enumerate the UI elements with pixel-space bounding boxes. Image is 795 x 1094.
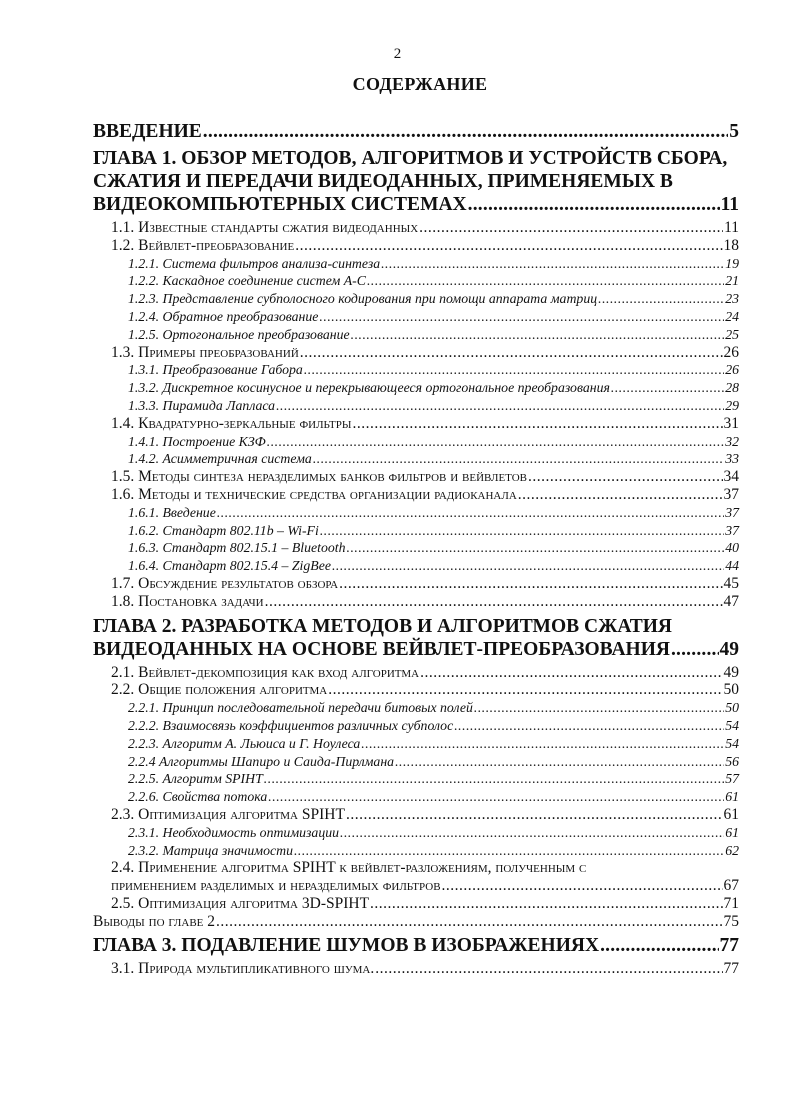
dot-leader bbox=[339, 575, 722, 593]
toc-entry-line bbox=[128, 788, 739, 806]
toc-section bbox=[93, 486, 739, 504]
toc-chapter bbox=[93, 120, 739, 143]
toc-entry-title: 2.2.2. Взаимосвязь коэффициентов различных субполос bbox=[128, 717, 454, 733]
toc-entry-line bbox=[128, 557, 739, 575]
toc-page-number: 18 bbox=[723, 236, 739, 254]
toc-subsection bbox=[93, 522, 739, 540]
toc-entry-title: 2.3. Оптимизация алгоритма SPIHT bbox=[111, 805, 345, 823]
toc-page-number: 71 bbox=[723, 894, 739, 912]
toc-entry-title: 2.2. Общие положения алгоритма bbox=[111, 681, 328, 699]
toc-subsection bbox=[93, 450, 739, 468]
toc-entry-line bbox=[128, 326, 739, 344]
toc-entry-title: 2.2.5. Алгоритм SPIHT bbox=[128, 771, 263, 787]
dot-leader bbox=[381, 255, 724, 273]
toc-entry-line bbox=[111, 859, 739, 877]
toc-section bbox=[93, 575, 739, 593]
toc-subsection bbox=[93, 770, 739, 788]
toc-subsection bbox=[93, 699, 739, 717]
dot-leader bbox=[442, 877, 723, 895]
toc-section bbox=[93, 468, 739, 486]
toc-entry-title: 1.3.3. Пирамида Лапласа bbox=[128, 397, 276, 413]
toc-entry-title: 2.2.3. Алгоритм А. Льюиса и Г. Ноулеса bbox=[128, 735, 361, 751]
toc-page-number: 11 bbox=[724, 219, 739, 236]
toc-entry-title: 2.1. Вейвлет-декомпозиция как вход алгоритма bbox=[111, 663, 420, 681]
toc-entry-line bbox=[128, 699, 739, 717]
toc-section bbox=[93, 895, 739, 913]
toc-entry-line bbox=[111, 960, 739, 978]
toc-entry-line bbox=[128, 433, 739, 451]
toc-subsection bbox=[93, 788, 739, 806]
dot-leader bbox=[217, 504, 724, 522]
dot-leader bbox=[375, 960, 722, 978]
toc-entry-title: 1.4. Квадратурно-зеркальные фильтры bbox=[111, 414, 352, 432]
toc-entry-line bbox=[93, 170, 739, 193]
toc-entry-title: 2.2.1. Принцип последовательной передачи битовых полей bbox=[128, 700, 473, 716]
dot-leader bbox=[265, 593, 723, 611]
toc-subsection bbox=[93, 433, 739, 451]
toc-page-number: 24 bbox=[725, 308, 739, 324]
toc-subsection bbox=[93, 308, 739, 326]
toc-subsection bbox=[93, 735, 739, 753]
toc-subsection bbox=[93, 539, 739, 557]
dot-leader bbox=[319, 308, 724, 326]
toc-entry-line bbox=[128, 397, 739, 415]
toc-entry-line bbox=[93, 638, 739, 661]
toc-entry-line bbox=[93, 147, 739, 170]
toc-page-number: 45 bbox=[723, 574, 739, 592]
toc-entry-line bbox=[111, 681, 739, 699]
dot-leader bbox=[295, 237, 722, 255]
toc-page-number: 11 bbox=[720, 194, 739, 215]
toc-page-number: 21 bbox=[725, 273, 739, 289]
toc-page-number: 25 bbox=[725, 326, 739, 342]
dot-leader bbox=[328, 681, 722, 699]
toc-page-number: 77 bbox=[719, 935, 739, 957]
dot-leader bbox=[332, 557, 724, 575]
toc-entry-line bbox=[128, 379, 739, 397]
toc-entry-title: 1.6.4. Стандарт 802.15.4 – ZigBee bbox=[128, 558, 331, 574]
toc-subsection bbox=[93, 824, 739, 842]
toc-entry-line bbox=[93, 120, 739, 143]
toc-section bbox=[93, 344, 739, 362]
toc-page-number: 31 bbox=[723, 414, 739, 432]
dot-leader bbox=[346, 806, 723, 824]
toc-entry-title: 1.3.1. Преобразование Габора bbox=[128, 362, 303, 378]
table-of-contents bbox=[93, 120, 739, 978]
toc-chapter bbox=[93, 147, 739, 216]
toc-entry-title: 2.3.1. Необходимость оптимизации bbox=[128, 824, 340, 840]
dot-leader bbox=[352, 415, 722, 433]
toc-entry-title: 2.2.6. Свойства потока bbox=[128, 789, 268, 805]
dot-leader bbox=[203, 120, 728, 143]
toc-entry-line bbox=[128, 842, 739, 860]
toc-page-number: 34 bbox=[723, 468, 739, 486]
toc-entry-line bbox=[111, 664, 739, 682]
toc-page-number: 61 bbox=[723, 805, 739, 823]
toc-page-number: 26 bbox=[723, 343, 739, 361]
toc-entry-title: ГЛАВА 3. ПОДАВЛЕНИЕ ШУМОВ В ИЗОБРАЖЕНИЯХ bbox=[93, 935, 600, 957]
toc-page-number: 47 bbox=[723, 592, 739, 610]
dot-leader bbox=[340, 824, 724, 842]
dot-leader bbox=[268, 788, 724, 806]
toc-entry-line bbox=[111, 806, 739, 824]
toc-page-number: 23 bbox=[725, 291, 739, 307]
toc-section bbox=[93, 960, 739, 978]
toc-entry-title: ВВЕДЕНИЕ bbox=[93, 121, 202, 142]
toc-subsection bbox=[93, 361, 739, 379]
toc-section bbox=[93, 859, 739, 895]
toc-page-number: 40 bbox=[725, 540, 739, 556]
toc-entry-title: применением разделимых и неразделимых фильтров bbox=[111, 877, 441, 895]
toc-page-number: 37 bbox=[723, 485, 739, 503]
toc-subsection bbox=[93, 290, 739, 308]
toc-section bbox=[93, 219, 739, 237]
toc-page-number: 5 bbox=[729, 121, 739, 142]
dot-leader bbox=[370, 895, 722, 913]
toc-entry-line bbox=[128, 308, 739, 326]
page-number: 2 bbox=[393, 46, 402, 62]
dot-leader bbox=[320, 522, 724, 540]
toc-entry-line bbox=[128, 272, 739, 290]
dot-leader bbox=[474, 699, 724, 717]
toc-subsection bbox=[93, 717, 739, 735]
toc-entry-line bbox=[111, 486, 739, 504]
toc-entry-line bbox=[128, 770, 739, 788]
toc-entry-title: 1.3.2. Дискретное косинусное и перекрывающееся ортогональное преобразования bbox=[128, 380, 610, 396]
toc-subsection bbox=[93, 326, 739, 344]
toc-entry-line bbox=[128, 522, 739, 540]
toc-entry-line bbox=[111, 593, 739, 611]
toc-entry-line bbox=[111, 344, 739, 362]
toc-page-number: 33 bbox=[725, 451, 739, 467]
toc-section bbox=[93, 664, 739, 682]
dot-leader bbox=[454, 717, 724, 735]
toc-entry-line bbox=[128, 361, 739, 379]
toc-entry-line bbox=[111, 237, 739, 255]
toc-entry-title: 1.6.2. Стандарт 802.11b – Wi-Fi bbox=[128, 522, 319, 538]
page-title: СОДЕРЖАНИЕ bbox=[352, 74, 488, 94]
toc-entry-line bbox=[128, 753, 739, 771]
dot-leader bbox=[367, 272, 724, 290]
toc-entry-title: 1.5. Методы синтеза неразделимых банков фильтров и вейвлетов bbox=[111, 468, 528, 486]
dot-leader bbox=[419, 219, 723, 237]
toc-subsection bbox=[93, 272, 739, 290]
toc-entry-title: 1.6.1. Введение bbox=[128, 504, 216, 520]
toc-entry-title: 2.4. Применение алгоритма SPIHT к вейвлет-разложениям, полученным с bbox=[111, 859, 587, 877]
toc-entry-line bbox=[128, 539, 739, 557]
dot-leader bbox=[313, 450, 724, 468]
toc-page-number: 49 bbox=[719, 638, 739, 660]
toc-entry-line bbox=[93, 615, 739, 638]
toc-page-number: 54 bbox=[725, 717, 739, 733]
toc-page-number: 56 bbox=[725, 753, 739, 769]
toc-entry-line bbox=[128, 504, 739, 522]
toc-subsection bbox=[93, 557, 739, 575]
toc-chapter bbox=[93, 615, 739, 661]
toc-section bbox=[93, 913, 739, 931]
dot-leader bbox=[671, 638, 719, 661]
toc-page-number: 37 bbox=[725, 504, 739, 520]
toc-entry-title: 1.1. Известные стандарты сжатия видеоданных bbox=[111, 219, 419, 236]
toc-entry-line bbox=[128, 824, 739, 842]
toc-entry-title: ГЛАВА 2. РАЗРАБОТКА МЕТОДОВ И АЛГОРИТМОВ СЖАТИЯ bbox=[93, 615, 672, 637]
dot-leader bbox=[518, 486, 723, 504]
dot-leader bbox=[611, 379, 724, 397]
toc-entry-title: 1.4.2. Асимметричная система bbox=[128, 451, 312, 467]
toc-entry-title: 1.2.1. Система фильтров анализа-синтеза bbox=[128, 255, 381, 271]
toc-entry-title: ВИДЕОДАННЫХ НА ОСНОВЕ ВЕЙВЛЕТ-ПРЕОБРАЗОВАНИЯ bbox=[93, 638, 670, 660]
toc-page-number: 44 bbox=[725, 558, 739, 574]
dot-leader bbox=[300, 344, 723, 362]
dot-leader bbox=[264, 770, 724, 788]
toc-entry-title: 1.2.4. Обратное преобразование bbox=[128, 308, 319, 324]
toc-section bbox=[93, 415, 739, 433]
toc-entry-title: 1.2.5. Ортогональное преобразование bbox=[128, 326, 350, 342]
toc-section bbox=[93, 237, 739, 255]
dot-leader bbox=[351, 326, 725, 344]
toc-page-number: 29 bbox=[725, 397, 739, 413]
toc-entry-line bbox=[128, 290, 739, 308]
toc-subsection bbox=[93, 397, 739, 415]
toc-page-number: 67 bbox=[723, 877, 739, 895]
toc-page-number: 49 bbox=[723, 663, 739, 681]
toc-entry-title: 1.6.3. Стандарт 802.15.1 – Bluetooth bbox=[128, 540, 346, 556]
toc-page-number: 26 bbox=[725, 362, 739, 378]
toc-entry-title: 1.2.3. Представление субполосного кодирования при помощи аппарата матриц bbox=[128, 291, 598, 307]
toc-entry-title: Выводы по главе 2 bbox=[93, 912, 216, 930]
toc-entry-title: ВИДЕОКОМПЬЮТЕРНЫХ СИСТЕМАХ bbox=[93, 194, 467, 215]
toc-page-number: 54 bbox=[725, 735, 739, 751]
toc-page-number: 19 bbox=[725, 255, 739, 271]
dot-leader bbox=[600, 934, 718, 957]
toc-entry-title: 2.3.2. Матрица значимости bbox=[128, 842, 293, 858]
toc-entry-line bbox=[128, 255, 739, 273]
toc-entry-line bbox=[128, 717, 739, 735]
toc-subsection bbox=[93, 842, 739, 860]
toc-chapter bbox=[93, 934, 739, 957]
dot-leader bbox=[420, 664, 722, 682]
dot-leader bbox=[395, 753, 724, 771]
toc-entry-line bbox=[111, 415, 739, 433]
dot-leader bbox=[468, 193, 720, 216]
toc-page-number: 50 bbox=[725, 700, 739, 716]
toc-entry-title: 2.5. Оптимизация алгоритма 3D-SPIHT bbox=[111, 894, 370, 912]
toc-entry-title: 2.2.4 Алгоритмы Шапиро и Саида-Пирлмана bbox=[128, 753, 395, 769]
toc-entry-title: 1.3. Примеры преобразований bbox=[111, 343, 299, 361]
dot-leader bbox=[528, 468, 722, 486]
dot-leader bbox=[347, 539, 725, 557]
toc-subsection bbox=[93, 379, 739, 397]
toc-section bbox=[93, 593, 739, 611]
toc-entry-line bbox=[93, 934, 739, 957]
toc-entry-line bbox=[111, 468, 739, 486]
toc-entry-line bbox=[111, 219, 739, 237]
toc-page-number: 37 bbox=[725, 522, 739, 538]
toc-page-number: 77 bbox=[723, 960, 739, 978]
toc-subsection bbox=[93, 255, 739, 273]
toc-page-number: 28 bbox=[725, 380, 739, 396]
toc-page-number: 61 bbox=[725, 789, 739, 805]
dot-leader bbox=[216, 913, 722, 931]
dot-leader bbox=[304, 361, 724, 379]
toc-page-number: 75 bbox=[723, 912, 739, 930]
dot-leader bbox=[598, 290, 724, 308]
toc-entry-title: 1.2. Вейвлет-преобразование bbox=[111, 236, 295, 254]
toc-entry-line bbox=[111, 575, 739, 593]
toc-entry-title: 1.2.2. Каскадное соединение систем А-С bbox=[128, 273, 366, 289]
toc-section bbox=[93, 681, 739, 699]
toc-subsection bbox=[93, 504, 739, 522]
dot-leader bbox=[361, 735, 724, 753]
toc-entry-title: ГЛАВА 1. ОБЗОР МЕТОДОВ, АЛГОРИТМОВ И УСТРОЙСТВ СБОРА, bbox=[93, 148, 728, 169]
toc-entry-line bbox=[111, 895, 739, 913]
toc-entry-title: 1.8. Постановка задачи bbox=[111, 592, 264, 610]
toc-entry-line bbox=[111, 877, 739, 895]
toc-page-number: 62 bbox=[725, 842, 739, 858]
toc-entry-title: 1.4.1. Построение КЗФ bbox=[128, 433, 266, 449]
toc-entry-title: 1.7. Обсуждение результатов обзора bbox=[111, 574, 339, 592]
dot-leader bbox=[276, 397, 724, 415]
toc-entry-line bbox=[93, 193, 739, 216]
toc-page-number: 61 bbox=[725, 824, 739, 840]
toc-entry-line bbox=[128, 735, 739, 753]
toc-subsection bbox=[93, 753, 739, 771]
toc-page-number: 50 bbox=[723, 681, 739, 699]
toc-entry-title: СЖАТИЯ И ПЕРЕДАЧИ ВИДЕОДАННЫХ, ПРИМЕНЯЕМЫХ В bbox=[93, 171, 673, 192]
toc-section bbox=[93, 806, 739, 824]
dot-leader bbox=[267, 433, 724, 451]
toc-page-number: 57 bbox=[725, 771, 739, 787]
toc-entry-line bbox=[93, 913, 739, 931]
toc-page-number: 32 bbox=[725, 433, 739, 449]
toc-entry-line bbox=[128, 450, 739, 468]
dot-leader bbox=[294, 842, 724, 860]
toc-entry-title: 3.1. Природа мультипликативного шума. bbox=[111, 960, 375, 978]
toc-entry-title: 1.6. Методы и технические средства организации радиоканала bbox=[111, 485, 517, 503]
